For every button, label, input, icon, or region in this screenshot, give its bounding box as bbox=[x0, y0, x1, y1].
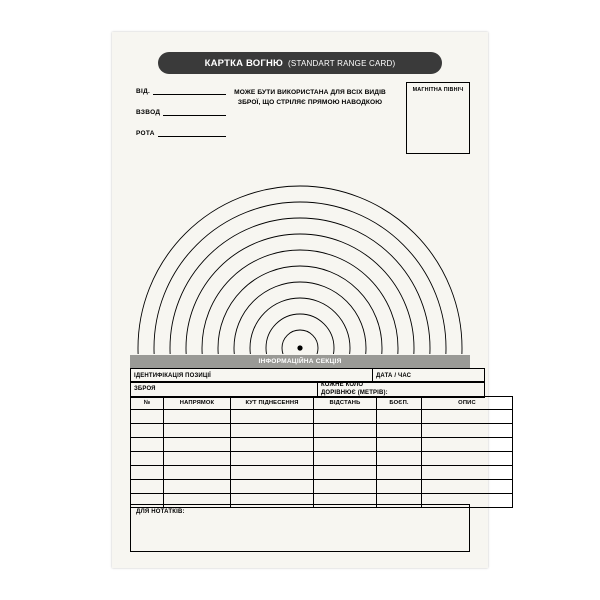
field-input-detachment[interactable] bbox=[153, 86, 226, 95]
cell-distance[interactable] bbox=[314, 438, 377, 452]
range-rings-diagram[interactable] bbox=[130, 156, 470, 354]
cell-elevation[interactable] bbox=[231, 438, 314, 452]
cell-distance[interactable] bbox=[314, 410, 377, 424]
cell-elevation[interactable] bbox=[231, 410, 314, 424]
col-header-ammo: БОЄП. bbox=[377, 397, 422, 410]
table-row bbox=[131, 410, 513, 424]
table-row bbox=[131, 438, 513, 452]
cell-elevation[interactable] bbox=[231, 424, 314, 438]
table-row bbox=[131, 424, 513, 438]
cell-description[interactable] bbox=[422, 480, 513, 494]
cell-description[interactable] bbox=[422, 424, 513, 438]
range-rings-svg bbox=[130, 156, 470, 354]
cell-elevation[interactable] bbox=[231, 466, 314, 480]
cell-direction[interactable] bbox=[164, 410, 231, 424]
notes-label: ДЛЯ НОТАТКІВ: bbox=[136, 509, 185, 515]
cell-direction[interactable] bbox=[164, 424, 231, 438]
cell-distance[interactable] bbox=[314, 466, 377, 480]
table-row bbox=[131, 466, 513, 480]
cell-distance[interactable] bbox=[314, 424, 377, 438]
cell-number[interactable] bbox=[131, 452, 164, 466]
usage-note bbox=[230, 88, 390, 108]
field-label-company: РОТА bbox=[136, 130, 155, 137]
col-header-elevation: КУТ ПІДНЕСЕННЯ bbox=[231, 397, 314, 410]
usage-note-line-1: МОЖЕ БУТИ ВИКОРИСТАНА ДЛЯ ВСІХ ВИДІВ bbox=[234, 89, 386, 96]
notes-box[interactable] bbox=[130, 504, 470, 552]
cell-ammo[interactable] bbox=[377, 410, 422, 424]
cell-description[interactable] bbox=[422, 452, 513, 466]
field-row-platoon bbox=[136, 107, 226, 116]
cell-direction[interactable] bbox=[164, 480, 231, 494]
unit-fields bbox=[136, 86, 226, 149]
cell-ammo[interactable] bbox=[377, 452, 422, 466]
date-time-cell[interactable]: ДАТА / ЧАС bbox=[373, 369, 485, 383]
col-header-description: ОПИС bbox=[422, 397, 513, 410]
field-row-company bbox=[136, 128, 226, 137]
cell-distance[interactable] bbox=[314, 452, 377, 466]
cell-ammo[interactable] bbox=[377, 424, 422, 438]
cell-ammo[interactable] bbox=[377, 480, 422, 494]
table-row bbox=[131, 480, 513, 494]
sheet-content bbox=[130, 52, 476, 552]
cell-distance[interactable] bbox=[314, 480, 377, 494]
col-header-number: № bbox=[131, 397, 164, 410]
field-input-company[interactable] bbox=[158, 128, 226, 137]
magnetic-north-label: МАГНІТНА ПІВНІЧ bbox=[412, 87, 464, 93]
table-row bbox=[131, 452, 513, 466]
cell-direction[interactable] bbox=[164, 452, 231, 466]
page-title: КАРТКА ВОГНЮ bbox=[204, 57, 284, 69]
cell-description[interactable] bbox=[422, 438, 513, 452]
cell-ammo[interactable] bbox=[377, 438, 422, 452]
document-title-bar bbox=[158, 52, 442, 74]
cell-number[interactable] bbox=[131, 480, 164, 494]
cell-number[interactable] bbox=[131, 410, 164, 424]
cell-description[interactable] bbox=[422, 410, 513, 424]
usage-note-line-2: ЗБРОЇ, ЩО СТРІЛЯЄ ПРЯМОЮ НАВОДКОЮ bbox=[237, 99, 383, 107]
cell-elevation[interactable] bbox=[231, 452, 314, 466]
cell-ammo[interactable] bbox=[377, 466, 422, 480]
cell-number[interactable] bbox=[131, 466, 164, 480]
range-card-sheet bbox=[112, 32, 488, 568]
circle-scale-line-1: КОЖНЕ КОЛО bbox=[321, 382, 364, 388]
field-row-detachment bbox=[136, 86, 226, 95]
weapon-cell[interactable]: ЗБРОЯ bbox=[131, 382, 318, 398]
col-header-direction: НАПРЯМОК bbox=[164, 397, 231, 410]
magnetic-north-box[interactable] bbox=[406, 82, 470, 154]
cell-number[interactable] bbox=[131, 438, 164, 452]
table-header-row bbox=[131, 397, 513, 410]
col-header-distance: ВІДСТАНЬ bbox=[314, 397, 377, 410]
position-id-cell[interactable]: ІДЕНТИФІКАЦІЯ ПОЗИЦІЇ bbox=[131, 369, 373, 383]
header-section bbox=[130, 82, 470, 154]
page-subtitle: (STANDART RANGE CARD) bbox=[288, 58, 396, 68]
cell-direction[interactable] bbox=[164, 438, 231, 452]
info-section-banner: ІНФОРМАЦІЙНА СЕКЦІЯ bbox=[130, 355, 470, 368]
cell-number[interactable] bbox=[131, 424, 164, 438]
cell-elevation[interactable] bbox=[231, 480, 314, 494]
field-input-platoon[interactable] bbox=[163, 107, 226, 116]
field-label-platoon: ВЗВОД bbox=[136, 109, 161, 116]
firing-data-table bbox=[130, 396, 513, 508]
circle-scale-line-2: ДОРІВНЮЄ (МЕТРІВ): bbox=[321, 389, 388, 396]
cell-description[interactable] bbox=[422, 466, 513, 480]
cell-direction[interactable] bbox=[164, 466, 231, 480]
center-dot-icon bbox=[297, 345, 302, 350]
field-label-detachment: ВІД. bbox=[136, 88, 151, 95]
